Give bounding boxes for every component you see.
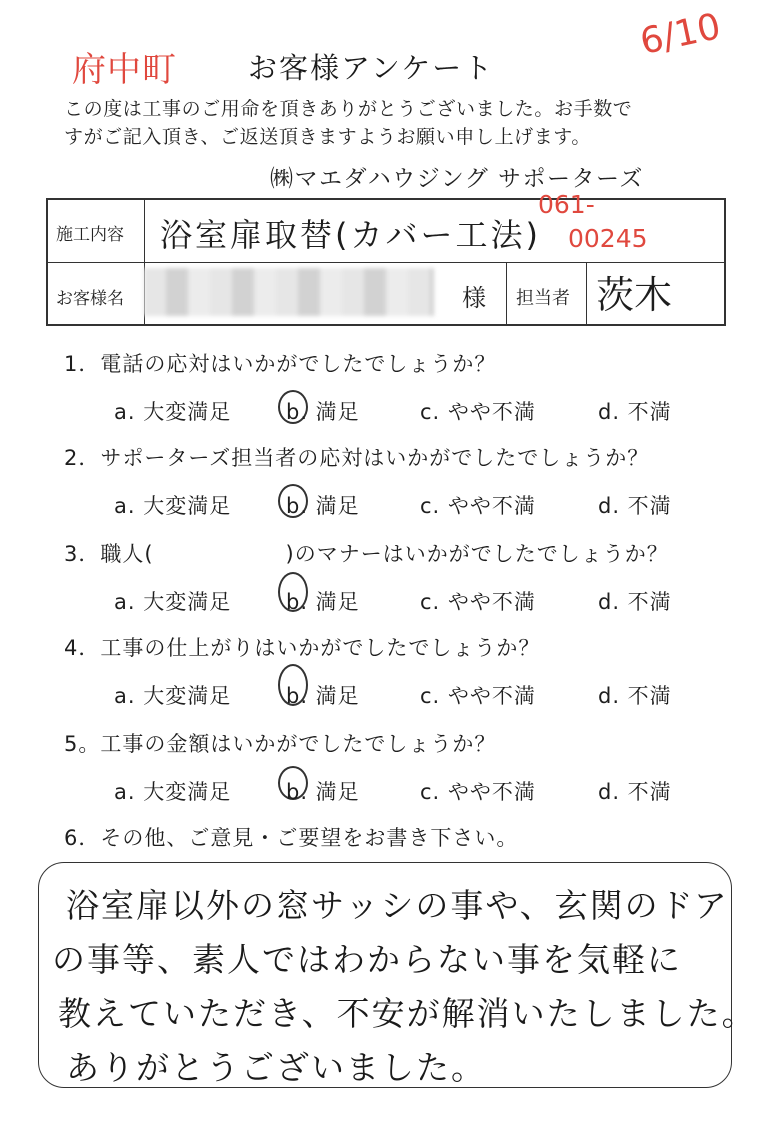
q5-option-d[interactable]: d. 不満 bbox=[598, 780, 672, 804]
q3-option-c[interactable]: c. やや不満 bbox=[420, 590, 536, 614]
company-name: ㈱マエダハウジング サポーターズ bbox=[270, 166, 644, 192]
page-title: お客様アンケート bbox=[248, 51, 495, 85]
table-divider bbox=[586, 262, 587, 324]
work-content-label: 施工内容 bbox=[56, 225, 124, 245]
q4-option-c[interactable]: c. やや不満 bbox=[420, 684, 536, 708]
handwritten-area-label: 府中町 bbox=[72, 50, 177, 90]
q4-option-a[interactable]: a. 大変満足 bbox=[114, 684, 232, 708]
comment-line-1: 浴室扉以外の窓サッシの事や、玄関のドア bbox=[66, 886, 729, 925]
order-number-line-2: 00245 bbox=[568, 224, 648, 253]
customer-name-redacted bbox=[144, 268, 434, 316]
intro-text-line-1: この度は工事のご用命を頂きありがとうございました。お手数で bbox=[64, 98, 633, 120]
handwritten-date: 6/10 bbox=[636, 6, 725, 63]
customer-name-label: お客様名 bbox=[56, 289, 124, 309]
question-4: 4．工事の仕上がりはいかがでしたでしょうか？ bbox=[64, 636, 541, 660]
comment-line-4: ありがとうございました。 bbox=[66, 1048, 486, 1087]
q5-option-c[interactable]: c. やや不満 bbox=[420, 780, 536, 804]
table-divider bbox=[48, 262, 724, 263]
honorific-label: 様 bbox=[462, 284, 486, 312]
comment-line-2: の事等、素人ではわからない事を気軽に bbox=[52, 940, 682, 979]
q2-option-c[interactable]: c. やや不満 bbox=[420, 494, 536, 518]
staff-label: 担当者 bbox=[516, 288, 570, 309]
q3-option-b[interactable]: b. 満足 bbox=[286, 590, 360, 614]
q1-option-b[interactable]: b. 満足 bbox=[286, 400, 360, 424]
q1-option-c[interactable]: c. やや不満 bbox=[420, 400, 536, 424]
q2-option-d[interactable]: d. 不満 bbox=[598, 494, 672, 518]
work-content-value: 浴室扉取替(カバー工法) bbox=[160, 216, 541, 254]
handwritten-order-number bbox=[538, 188, 648, 256]
q4-option-d[interactable]: d. 不満 bbox=[598, 684, 672, 708]
q3-option-a[interactable]: a. 大変満足 bbox=[114, 590, 232, 614]
comment-line-3: 教えていただき、不安が解消いたしました。 bbox=[58, 994, 757, 1033]
q1-option-a[interactable]: a. 大変満足 bbox=[114, 400, 232, 424]
question-5: 5。工事の金額はいかがでしたでしょうか？ bbox=[64, 732, 497, 756]
q4-option-b[interactable]: b. 満足 bbox=[286, 684, 360, 708]
q5-option-a[interactable]: a. 大変満足 bbox=[114, 780, 232, 804]
q2-option-a[interactable]: a. 大変満足 bbox=[114, 494, 232, 518]
staff-name-value: 茨木 bbox=[596, 273, 673, 317]
question-1: 1．電話の応対はいかがでしたでしょうか？ bbox=[64, 352, 497, 376]
order-number-line-1: 061- bbox=[538, 190, 595, 219]
q2-option-b[interactable]: b. 満足 bbox=[286, 494, 360, 518]
question-2: 2．サポーターズ担当者の応対はいかがでしたでしょうか？ bbox=[64, 446, 650, 470]
q5-option-b[interactable]: b. 満足 bbox=[286, 780, 360, 804]
q3-option-d[interactable]: d. 不満 bbox=[598, 590, 672, 614]
question-3: 3．職人( )のマナーはいかがでしたでしょうか？ bbox=[64, 542, 669, 566]
q1-option-d[interactable]: d. 不満 bbox=[598, 400, 672, 424]
table-divider bbox=[506, 262, 507, 324]
question-6: 6．その他、ご意見・ご要望をお書き下さい。 bbox=[64, 826, 519, 850]
intro-text-line-2: すがご記入頂き、ご返送頂きますようお願い申し上げます。 bbox=[64, 126, 591, 148]
